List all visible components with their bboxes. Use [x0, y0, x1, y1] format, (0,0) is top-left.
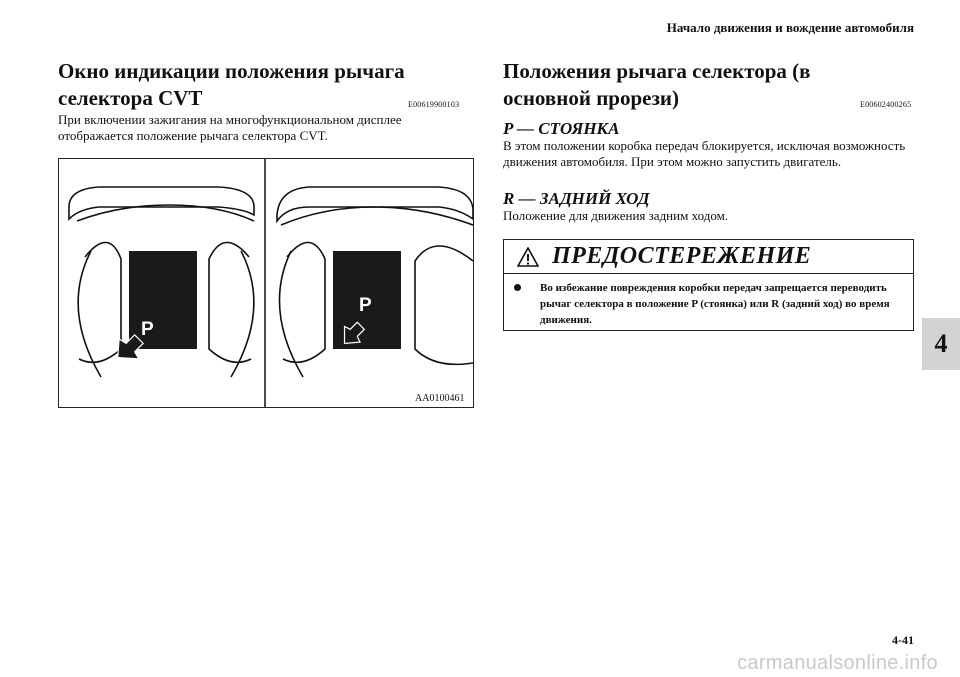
section-title-selector-positions: Положения рычага селектора (в основной прорези) [503, 59, 811, 110]
warning-box [503, 239, 914, 331]
dashboard-display-drawing [59, 159, 473, 407]
reverse-description: Положение для движения задним ходом. [503, 208, 729, 223]
display-illustration [58, 158, 474, 408]
section-title-cvt-indicator: Окно индикации положения рычага селектора CVT [58, 59, 405, 110]
watermark: carmanualsonline.info [737, 652, 938, 674]
warning-header [504, 240, 913, 274]
figure-code: AA0100461 [415, 393, 465, 404]
chapter-tab: 4 [922, 318, 960, 370]
warning-item [514, 280, 899, 328]
left-panel-gear-label: P [141, 319, 154, 340]
park-description: В этом положении коробка передач блокируется, исключая возможность движения автомобиля. При этом можно запустить двигатель. [503, 138, 906, 169]
warning-title: ПРЕДОСТЕРЕЖЕНИЕ [552, 243, 812, 269]
subheading-reverse: R — ЗАДНИЙ ХОД [503, 189, 650, 208]
section-code-right: E00602400265 [860, 100, 912, 109]
section-code: E00619900103 [408, 100, 460, 109]
running-header: Начало движения и вождение автомобиля [666, 20, 914, 35]
right-panel-gear-label: P [359, 295, 372, 316]
warning-text: Во избежание повреждения коробки передач запрещается переводить рычаг селектора в положение P (стоянка) или R (задний ход) во время движения. [540, 282, 890, 326]
left-display-screen [129, 251, 197, 349]
page-number: 4-41 [892, 633, 914, 647]
bullet-icon [514, 284, 521, 291]
intro-paragraph: При включении зажигания на многофункциональном дисплее отображается положение рычага селектора CVT. [58, 112, 402, 143]
warning-triangle-icon [517, 247, 539, 267]
subheading-park: P — СТОЯНКА [503, 119, 620, 138]
